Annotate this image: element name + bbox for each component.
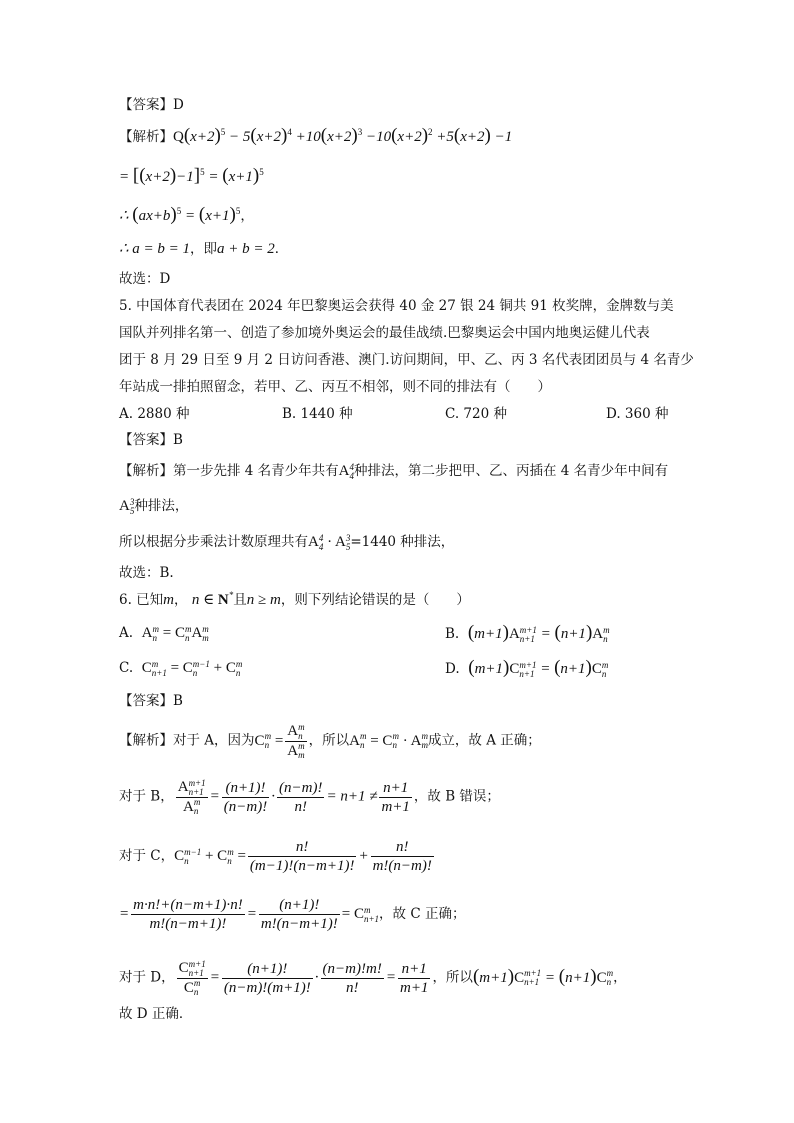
- q5-stem-line-3: 团于 8 月 29 日至 9 月 2 日访问香港、澳门.访问期间，甲、乙、丙 3 名代表团团员与 4 名青少: [119, 352, 694, 368]
- q6-stem: 6. 已知m， n ∈ N*且n ≥ m，则下列结论错误的是（ ）: [119, 590, 470, 608]
- q5-option-b: B. 1440 种: [282, 406, 353, 422]
- q6-analysis-d: 对于 D， C m+1 n+1 C m n = $\frac{(n+1)!}{(n-m)!(m+1)!}$ · $\frac{(n-m)!m!}{n!}$ = $\frac{n+1}{m+1}$ ，所以(m+1)C m+1 n+1 = (n+1)C m n ，: [119, 958, 627, 998]
- q4-expansion: $(x+2)^5 - 5(x+2)^4 +10(x+2)^3 -10(x+2)^2 +5(x+2) -1$: [183, 125, 513, 146]
- q5-option-c: C. 720 种: [445, 406, 507, 422]
- q4-analysis-line-1: [119, 127, 512, 146]
- q5-option-d: D. 360 种: [606, 406, 669, 422]
- q5-analysis-line-2: A 3 5 种排法，: [119, 496, 189, 516]
- q5-option-a: A. 2880 种: [119, 406, 190, 422]
- analysis-tag: 【解析】: [119, 129, 173, 145]
- q6-analysis-c-1: 对于 C，C m−1 n + C m n = $\frac{n!}{(m-1)!(n-m+1)!}$ + $\frac{n!}{m!(n-m)!}$: [119, 839, 432, 874]
- q5-analysis-line-3: 所以根据分步乘法计数原理共有A 4 4 · A 3 5 =1440 种排法，: [119, 532, 455, 552]
- q4-choice: D: [159, 271, 171, 287]
- q6-answer: B: [173, 693, 183, 709]
- q6-analysis-b: 对于 B， A m+1 n+1 A m n = $\frac{(n+1)!}{(n-m)!}$ · $\frac{(n-m)!}{n!}$ = n+1 ≠ $\frac{n+1}{m+1}$ ，故 B 错误；: [119, 777, 500, 817]
- answer-tag: 【答案】: [119, 97, 173, 113]
- q6-condition-n: n ∈ N*: [191, 590, 234, 608]
- q4-answer-line: [119, 96, 184, 114]
- q5-stem-line-4: 年站成一排拍照留念，若甲、乙、丙互不相邻，则不同的排法有（ ）: [119, 379, 551, 395]
- q5-stem-line-2: 国队并列排名第一、创造了参加境外奥运会的最佳战绩.巴黎奥运会中国内地奥运健儿代表: [119, 325, 650, 341]
- q5-stem-line-1: 5. 中国体育代表团在 2024 年巴黎奥运会获得 40 金 27 银 24 铜共 91 枚奖牌，金牌数与美: [119, 298, 674, 314]
- q5-answer: B: [173, 432, 183, 448]
- q6-analysis-d-conclusion: 故 D 正确．: [119, 1006, 193, 1022]
- q5-product: A 4 4 · A 3 5: [308, 532, 351, 552]
- q4-answer: D: [173, 97, 184, 113]
- choice-tag: 故选：: [119, 271, 160, 287]
- q6-analysis-a: 【解析】对于 A，因为C m n = A m n A m m ，所以A m n = C m n · A m m 成立，故 A 正确；: [119, 721, 541, 761]
- q4-analysis-line-2: [119, 167, 264, 186]
- q5-arrangement-a44: A 4 4: [338, 461, 355, 481]
- q4-coefficients: ∴ a = b = 1: [119, 241, 191, 257]
- q4-equation: ∴ $(ax+b)^5 = (x+1)^5$: [119, 204, 241, 225]
- q5-choice: B.: [159, 565, 174, 581]
- q6-answer-line: 【答案】B: [119, 693, 183, 709]
- q5-arrangement-a53: A 3 5: [119, 496, 135, 516]
- q4-sum: a + b = 2: [217, 241, 275, 257]
- q6-option-a: A. A m n = C m n A m m: [119, 623, 209, 643]
- q5-choice-line: 故选：B.: [119, 565, 174, 581]
- q5-analysis-line-1: 【解析】第一步先排 4 名青少年共有A 4 4 种排法，第二步把甲、乙、丙插在 4 名青少年中间有: [119, 461, 669, 481]
- q4-because: Q: [173, 129, 184, 145]
- q6-option-c: C. C m n+1 = C m−1 n + C m n: [119, 658, 243, 678]
- q6-option-d: D. (m+1)C m+1 n+1 = (n+1)C m n: [445, 657, 609, 679]
- q4-binomial-form: = $[(x+2)-1]^5 = (x+1)^5$: [119, 165, 264, 186]
- q4-analysis-line-3: ∴ $(ax+b)^5 = (x+1)^5$，: [119, 204, 254, 225]
- q4-choice-line: [119, 270, 170, 288]
- q4-analysis-line-4: ∴ a = b = 1，即a + b = 2．: [119, 241, 289, 257]
- q5-answer-line: 【答案】B: [119, 432, 183, 448]
- q6-analysis-c-2: = $\frac{m\cdot n!+(n-m+1)\cdot n!}{m!(n-m+1)!}$ = $\frac{(n+1)!}{m!(n-m+1)!}$ = C m n+1 ，故 C 正确；: [119, 897, 466, 932]
- q6-condition-ineq: n ≥ m: [246, 592, 281, 608]
- q6-option-b: B. (m+1)A m+1 n+1 = (n+1)A m n: [445, 622, 610, 644]
